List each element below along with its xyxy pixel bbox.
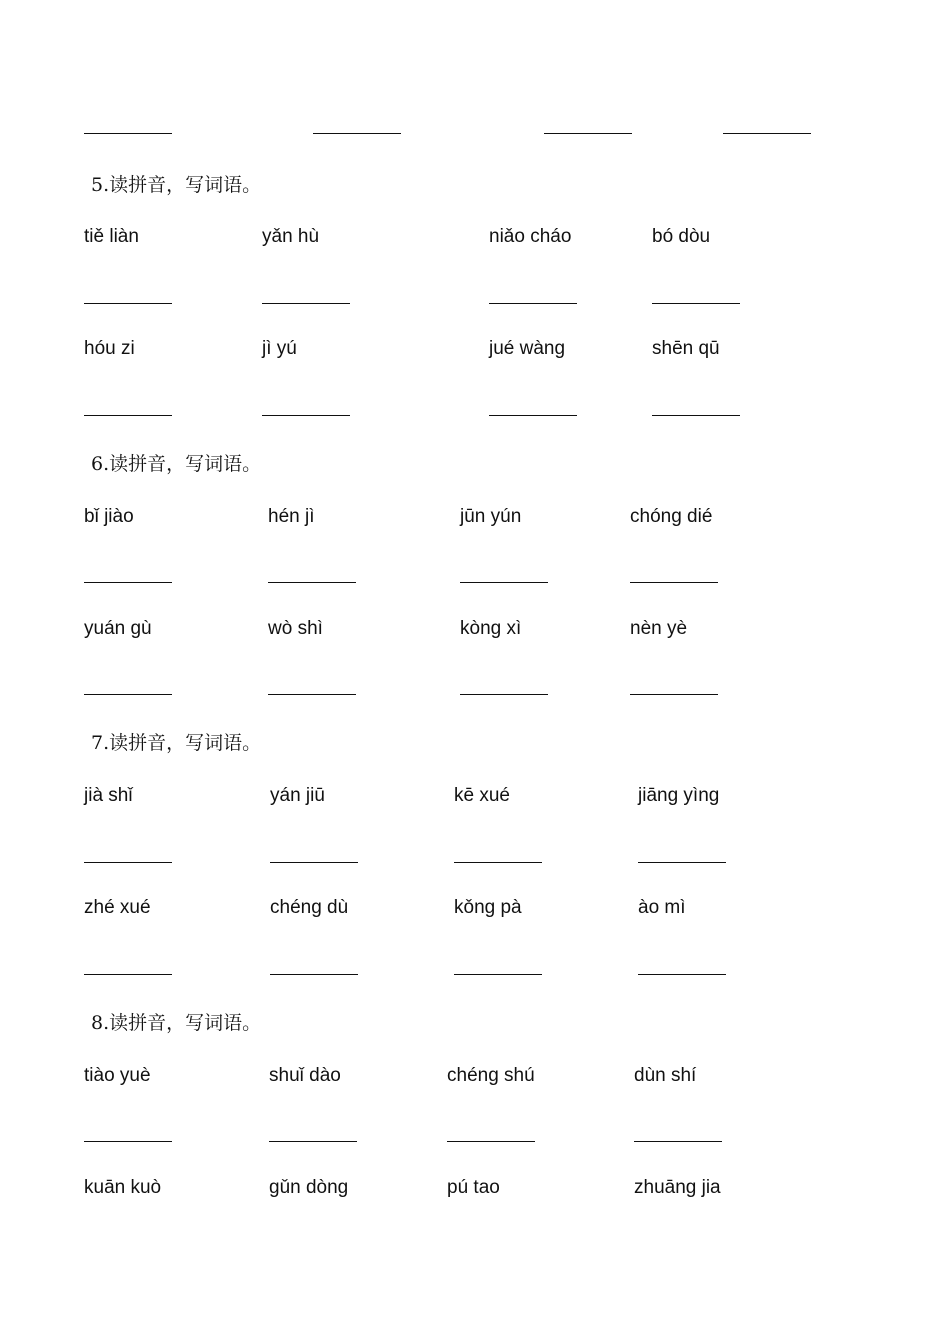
answer-blank[interactable]	[84, 582, 172, 583]
answer-blank[interactable]	[544, 133, 632, 134]
answer-blank[interactable]	[638, 974, 726, 975]
pinyin-word: shēn qū	[652, 338, 720, 359]
pinyin-word: jiāng yìng	[638, 785, 720, 806]
pinyin-word: tiě liàn	[84, 226, 139, 247]
section-heading: 8.读拼音，写词语。	[91, 1012, 262, 1034]
pinyin-word: kē xué	[454, 785, 510, 806]
answer-blank[interactable]	[268, 694, 356, 695]
pinyin-word: zhé xué	[84, 897, 151, 918]
answer-blank[interactable]	[84, 862, 172, 863]
pinyin-word: wò shì	[268, 618, 323, 639]
pinyin-word: gǔn dòng	[269, 1177, 349, 1198]
answer-blank[interactable]	[489, 303, 577, 304]
section-heading: 6.读拼音，写词语。	[91, 453, 262, 475]
section-heading: 7.读拼音，写词语。	[91, 732, 262, 754]
pinyin-word: jūn yún	[460, 506, 522, 527]
answer-blank[interactable]	[630, 582, 718, 583]
answer-blank[interactable]	[634, 1141, 722, 1142]
answer-blank[interactable]	[454, 974, 542, 975]
pinyin-word: kòng xì	[460, 618, 522, 639]
answer-blank[interactable]	[630, 694, 718, 695]
pinyin-word: yuán gù	[84, 618, 152, 639]
pinyin-word: bó dòu	[652, 226, 711, 247]
answer-blank[interactable]	[270, 862, 358, 863]
pinyin-word: chéng shú	[447, 1065, 535, 1086]
answer-blank[interactable]	[84, 694, 172, 695]
pinyin-word: kǒng pà	[454, 897, 522, 918]
answer-blank[interactable]	[268, 582, 356, 583]
pinyin-word: zhuāng jia	[634, 1177, 721, 1198]
answer-blank[interactable]	[313, 133, 401, 134]
answer-blank[interactable]	[84, 1141, 172, 1142]
answer-blank[interactable]	[270, 974, 358, 975]
answer-blank[interactable]	[638, 862, 726, 863]
pinyin-word: bǐ jiào	[84, 506, 134, 527]
answer-blank[interactable]	[454, 862, 542, 863]
answer-blank[interactable]	[460, 582, 548, 583]
pinyin-word: niǎo cháo	[489, 226, 572, 247]
answer-blank[interactable]	[489, 415, 577, 416]
answer-blank[interactable]	[84, 133, 172, 134]
answer-blank[interactable]	[652, 303, 740, 304]
pinyin-word: ào mì	[638, 897, 686, 918]
pinyin-word: yán jiū	[270, 785, 325, 806]
pinyin-word: hóu zi	[84, 338, 135, 359]
section-heading: 5.读拼音，写词语。	[91, 174, 262, 196]
pinyin-word: chéng dù	[270, 897, 349, 918]
pinyin-word: yǎn hù	[262, 226, 320, 247]
pinyin-word: hén jì	[268, 506, 315, 527]
answer-blank[interactable]	[84, 415, 172, 416]
pinyin-word: pú tao	[447, 1177, 500, 1198]
answer-blank[interactable]	[262, 303, 350, 304]
pinyin-word: shuǐ dào	[269, 1065, 341, 1086]
answer-blank[interactable]	[84, 303, 172, 304]
answer-blank[interactable]	[447, 1141, 535, 1142]
answer-blank[interactable]	[84, 974, 172, 975]
pinyin-word: dùn shí	[634, 1065, 697, 1086]
pinyin-word: kuān kuò	[84, 1177, 162, 1198]
answer-blank[interactable]	[262, 415, 350, 416]
pinyin-word: chóng dié	[630, 506, 713, 527]
answer-blank[interactable]	[269, 1141, 357, 1142]
pinyin-word: tiào yuè	[84, 1065, 151, 1086]
answer-blank[interactable]	[723, 133, 811, 134]
pinyin-word: jué wàng	[489, 338, 566, 359]
answer-blank[interactable]	[460, 694, 548, 695]
pinyin-word: jià shǐ	[84, 785, 133, 806]
answer-blank[interactable]	[652, 415, 740, 416]
pinyin-word: jì yú	[262, 338, 297, 359]
pinyin-word: nèn yè	[630, 618, 688, 639]
